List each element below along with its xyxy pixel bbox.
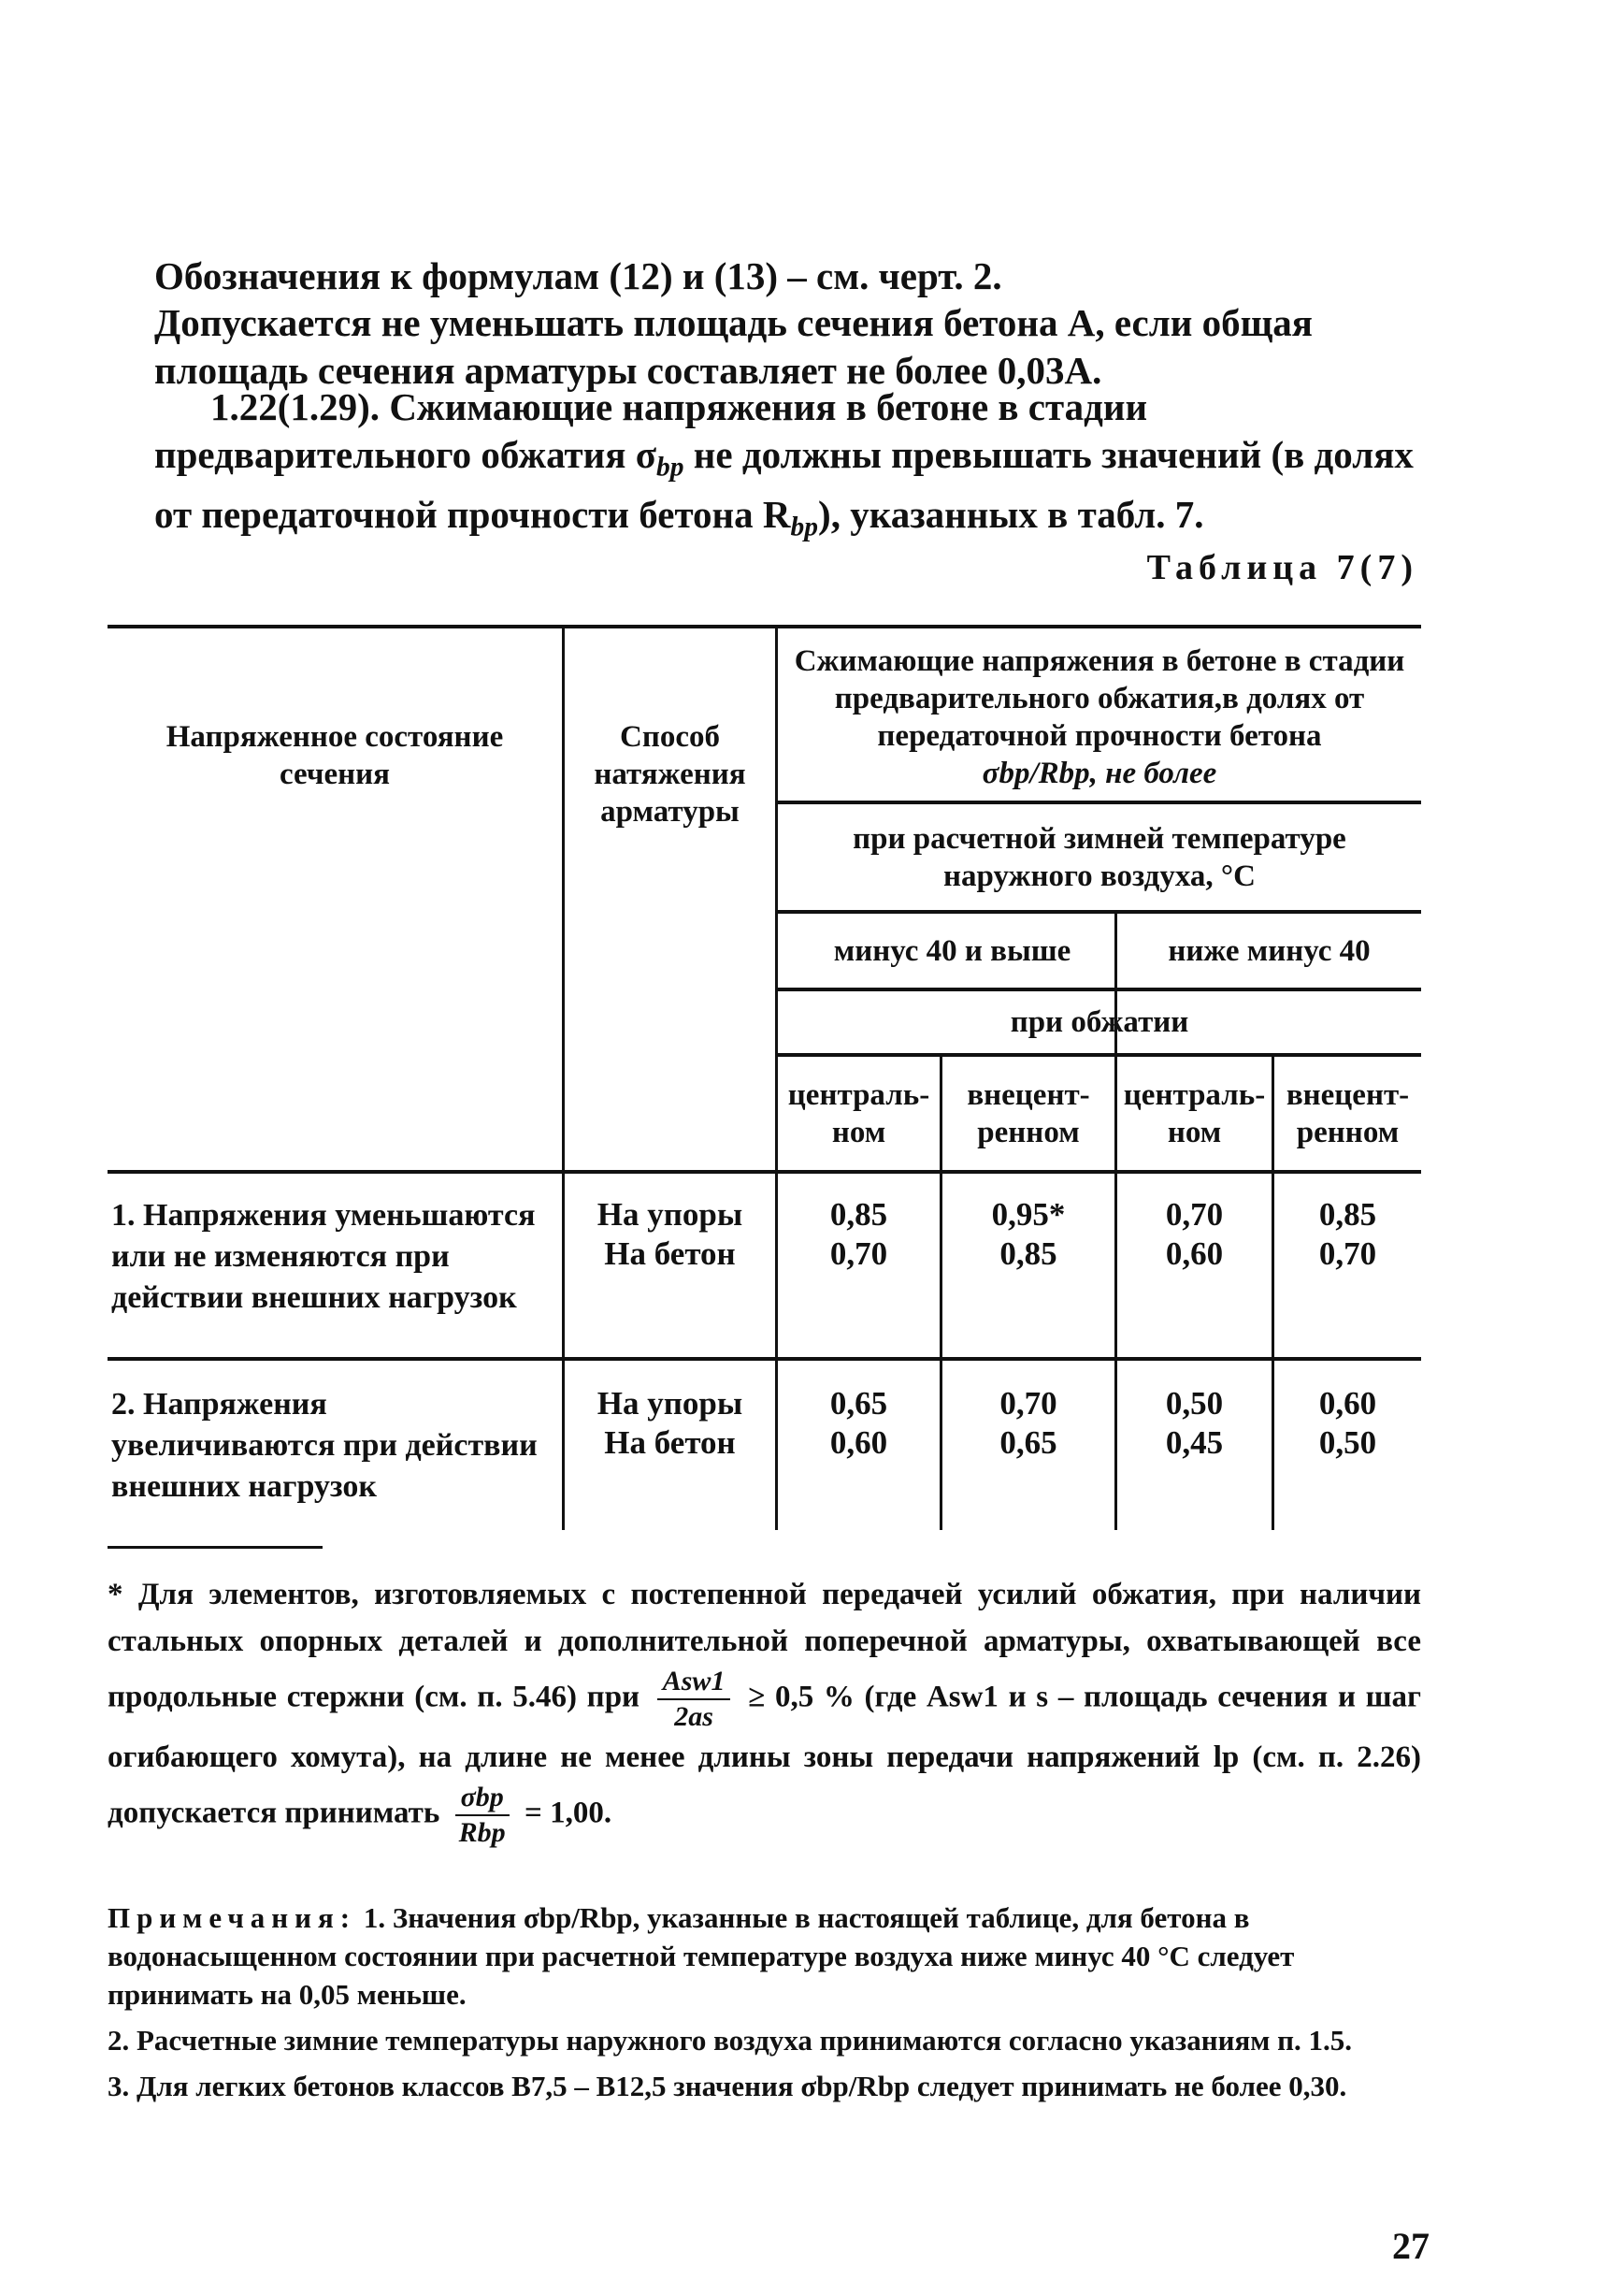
footnote-fraction-2: $\frac{\text{σbp}}{\text{Rbp}}$: [455, 1781, 510, 1850]
note-1: [108, 1898, 1421, 2014]
row-1-method-1: На упоры: [596, 1196, 743, 1233]
clause-subscript-1: bp: [656, 452, 684, 483]
table-caption: Таблица 7(7): [1146, 548, 1418, 587]
clause-1-22: [154, 383, 1421, 552]
temp-column-b: ниже минус 40: [1168, 933, 1371, 968]
stress-table: [108, 625, 1421, 1530]
clause-number: 1.22(1.29).: [210, 385, 381, 428]
row-1-method-2: На бетон: [604, 1235, 736, 1272]
footnote: [108, 1571, 1421, 1850]
page-number: 27: [1392, 2225, 1430, 2267]
row-1-v2-3: 0,60: [1165, 1235, 1224, 1272]
row-1-v1-4: 0,85: [1318, 1196, 1377, 1233]
compression-header: при обжатии: [1010, 1005, 1189, 1039]
group-header-text: Сжимающие напряжения в бетоне в стадии предварительного обжатия,в долях от передаточной прочности бетона: [794, 644, 1405, 753]
note-1-text: 1. Значения σbp/Rbp, указанные в настоящей таблице, для бетона в водонасыщенном состоянии при расчетной температуре воздуха ниже минус 40 °C следует принимать на 0,05 меньше.: [108, 1901, 1295, 2011]
col-header-state: Напряженное состояние сечения: [165, 720, 504, 791]
group-header-ratio: σbp/Rbp, не более: [982, 757, 1217, 790]
footnote-text-b: ≥ 0,5 % (где Asw1 и s – площадь сечения и шаг огибающего хомута), на длине не менее длины зоны передачи напряжений lp (см. п. 2.26) допускается принимать: [108, 1680, 1421, 1830]
intro-line-2: Допускается не уменьшать площадь сечения бетона A, если общая площадь сечения арматуры составляет не более 0,03A.: [154, 301, 1313, 392]
row-2-v1-3: 0,50: [1165, 1385, 1224, 1422]
clause-text-b: не должны превышать значений (в долях от передаточной прочности бетона R: [154, 433, 1414, 537]
col-header-method: Способ натяжения арматуры: [594, 720, 746, 829]
row-2-v2-4: 0,50: [1318, 1424, 1377, 1461]
footnote-text-c: = 1,00.: [525, 1796, 612, 1830]
temp-column-a: минус 40 и выше: [833, 933, 1071, 968]
note-3: 3. Для легких бетонов классов B7,5 – B12,5 значения σbp/Rbp следует принимать не более 0,30.: [108, 2070, 1347, 2102]
row-1-state: 1. Напряжения уменьшаются или не изменяются при действии внешних нагрузок: [111, 1198, 536, 1315]
row-2-method-1: На упоры: [596, 1385, 743, 1422]
subcol-central-b: централь-ном: [1123, 1077, 1266, 1149]
row-2-method-2: На бетон: [604, 1424, 736, 1461]
subcol-eccentric-b: внецент-ренном: [1286, 1077, 1410, 1149]
footnote-text-a: * Для элементов, изготовляемых с постепенной передачей усилий обжатия, при наличии стальных опорных деталей и дополнительной поперечной арматуры, охватывающей все продольные стержни (см. п. 5.46) при: [108, 1578, 1421, 1714]
subcol-central-a: централь-ном: [787, 1077, 930, 1149]
row-1-v1-2: 0,95*: [991, 1196, 1066, 1233]
row-2-v2-2: 0,65: [999, 1424, 1057, 1461]
row-2-v1-1: 0,65: [829, 1385, 888, 1422]
notes-label: Примечания:: [108, 1901, 357, 1934]
row-2-v2-1: 0,60: [829, 1424, 888, 1461]
subcol-eccentric-a: внецент-ренном: [967, 1077, 1090, 1149]
row-1-v1-1: 0,85: [829, 1196, 888, 1233]
row-2-state: 2. Напряжения увеличиваются при действии внешних нагрузок: [111, 1387, 538, 1504]
footnote-divider: [108, 1546, 323, 1549]
clause-text-c: ), указанных в табл. 7.: [818, 493, 1204, 537]
row-2-v2-3: 0,45: [1165, 1424, 1224, 1461]
footnote-fraction-1: $\frac{\text{Asw1}}{2as}$: [657, 1665, 731, 1734]
intro-line-1: Обозначения к формулам (12) и (13) – см. черт. 2.: [154, 254, 1002, 297]
row-1-v2-2: 0,85: [999, 1235, 1057, 1272]
row-1-v1-3: 0,70: [1165, 1196, 1224, 1233]
row-1-v2-4: 0,70: [1318, 1235, 1377, 1272]
clause-text-a: Сжимающие напряжения в бетоне в стадии предварительного обжатия σ: [154, 385, 1148, 476]
row-1-v2-1: 0,70: [829, 1235, 888, 1272]
temperature-header: при расчетной зимней температуре наружного воздуха, °C: [853, 821, 1346, 893]
notes: [108, 1898, 1421, 2105]
row-2-v1-2: 0,70: [999, 1385, 1057, 1422]
note-2: 2. Расчетные зимние температуры наружного воздуха принимаются согласно указаниям п. 1.5.: [108, 2024, 1352, 2057]
clause-subscript-2: bp: [790, 512, 819, 542]
group-header: [778, 634, 1421, 801]
row-2-v1-4: 0,60: [1318, 1385, 1377, 1422]
